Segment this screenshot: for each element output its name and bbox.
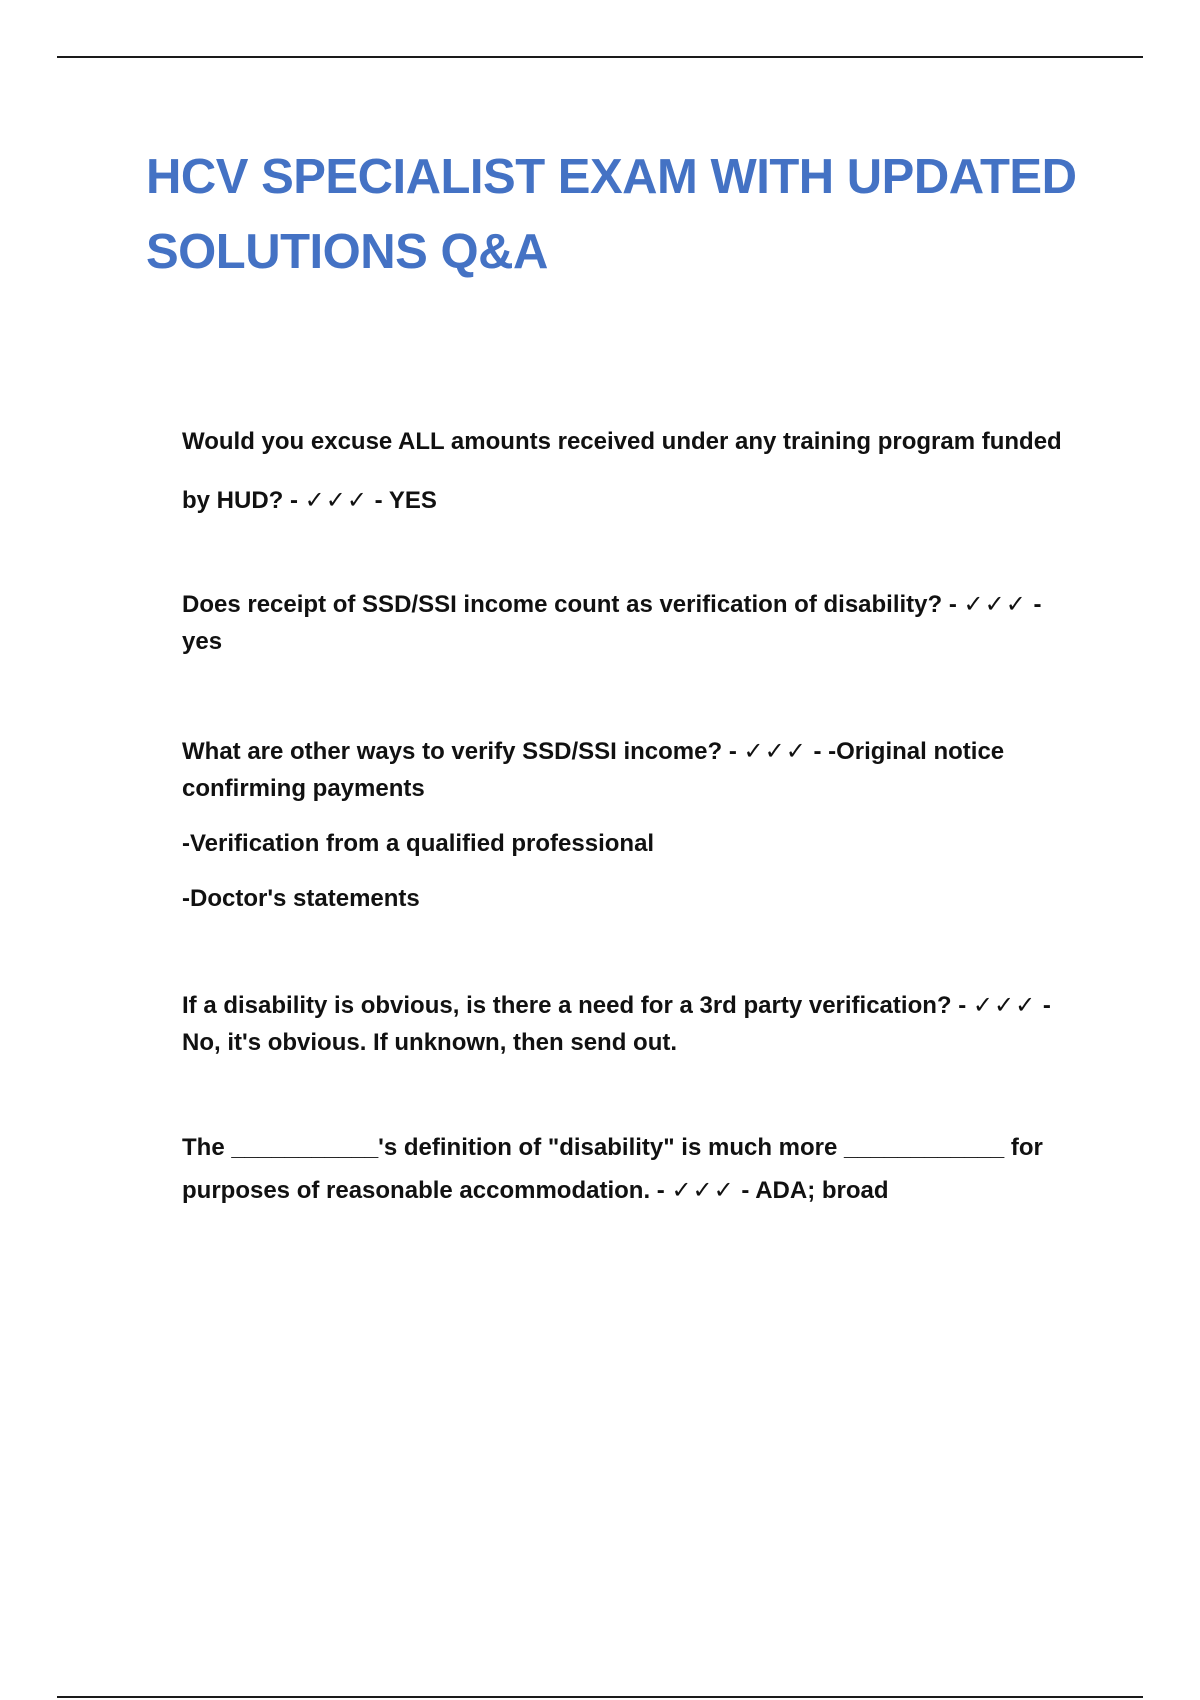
check-marks-icon: ✓✓✓ bbox=[304, 486, 368, 514]
check-marks-icon: ✓✓✓ bbox=[963, 590, 1027, 618]
answer-text: yes bbox=[182, 628, 223, 655]
qa-item-3 bbox=[182, 733, 1082, 917]
qa-item-5 bbox=[182, 1126, 1082, 1212]
page-title: HCV SPECIALIST EXAM WITH UPDATED SOLUTIONS Q&A bbox=[146, 150, 1077, 279]
check-marks-icon: ✓✓✓ bbox=[743, 737, 807, 765]
qa-text: The ___________'s definition of "disability" is much more ____________ for purposes of reasonable accommodation. - ✓✓✓ - ADA; broad bbox=[182, 1134, 1043, 1204]
qa-text: If a disability is obvious, is there a need for a 3rd party verification? - ✓✓✓ - No, it's obvious. If unknown, then send out. bbox=[182, 991, 1051, 1056]
answer-text: -Original notice confirming payments bbox=[182, 738, 1005, 802]
answer-text: No, it's obvious. If unknown, then send out. bbox=[182, 1029, 678, 1056]
qa-text: Does receipt of SSD/SSI income count as verification of disability? - ✓✓✓ - yes bbox=[182, 590, 1042, 655]
answer-line: -Verification from a qualified professional bbox=[182, 830, 655, 857]
qa-item-2 bbox=[182, 586, 1082, 660]
check-marks-icon: ✓✓✓ bbox=[972, 991, 1037, 1019]
answer-text: YES bbox=[388, 487, 437, 514]
qa-text: Would you excuse ALL amounts received under any training program funded by HUD? - ✓✓✓ - YES bbox=[182, 428, 1062, 514]
question-text: If a disability is obvious, is there a need for a 3rd party verification? bbox=[182, 992, 952, 1019]
answer-line: -Doctor's statements bbox=[182, 885, 420, 912]
qa-item-4 bbox=[182, 987, 1082, 1061]
check-marks-icon: ✓✓✓ bbox=[671, 1176, 735, 1204]
answer-text: ADA; broad bbox=[755, 1177, 889, 1204]
qa-item-1 bbox=[182, 413, 1082, 530]
question-text: Does receipt of SSD/SSI income count as verification of disability? bbox=[182, 591, 943, 618]
question-text: What are other ways to verify SSD/SSI income? bbox=[182, 738, 723, 765]
question-text: Would you excuse ALL amounts received under any training program funded by HUD? bbox=[182, 428, 1062, 514]
qa-text: What are other ways to verify SSD/SSI income? - ✓✓✓ - -Original notice confirming payments bbox=[182, 737, 1005, 802]
bottom-rule bbox=[57, 1696, 1143, 1698]
question-text: The ___________'s definition of "disability" is much more ____________ for purposes of reasonable accommodation. bbox=[182, 1134, 1043, 1204]
top-rule bbox=[57, 56, 1143, 58]
